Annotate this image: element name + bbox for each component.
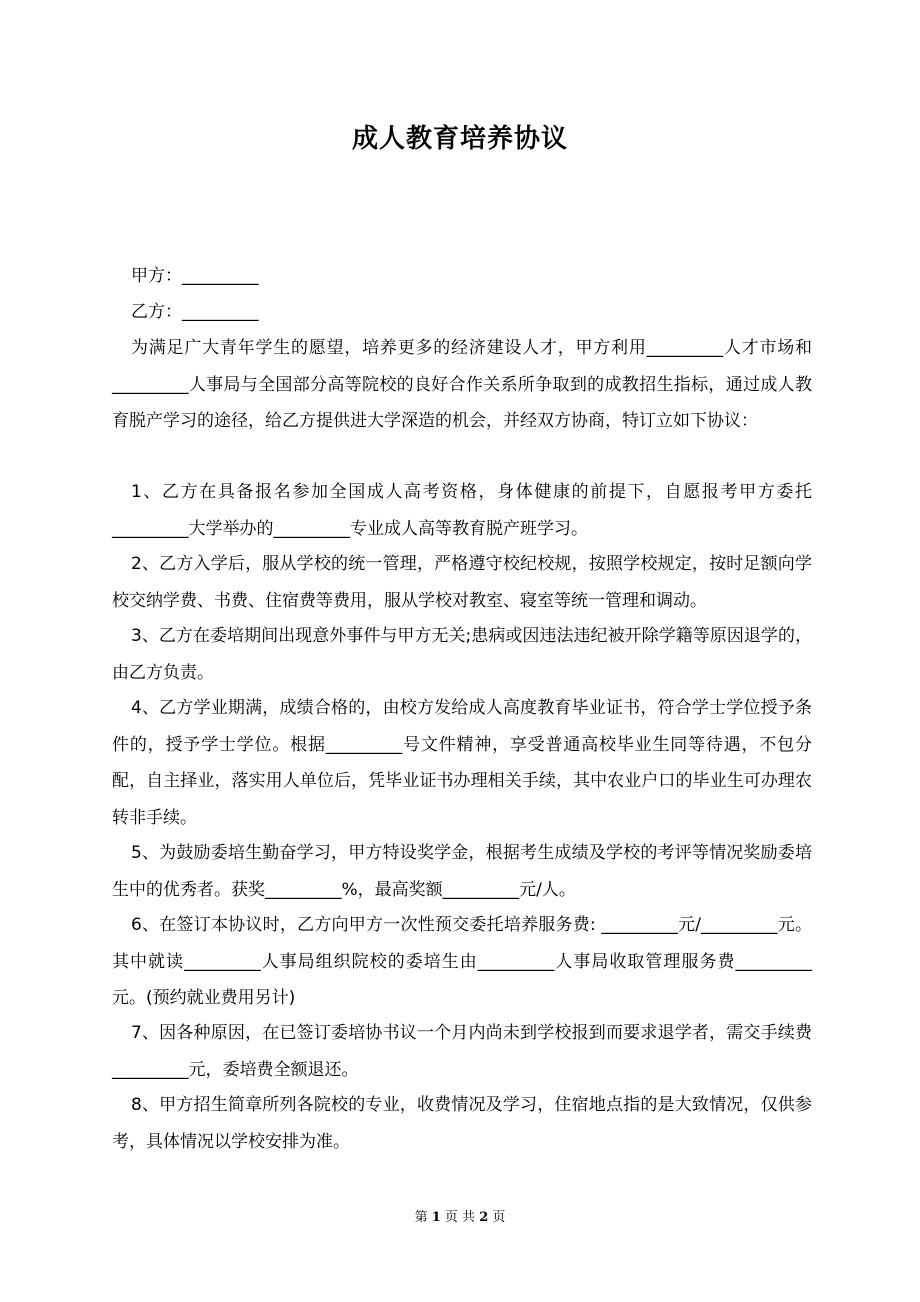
footer-page-number: 1 — [431, 1210, 441, 1225]
party-b-line: 乙方：_________ — [131, 302, 259, 322]
footer-middle: 页 共 — [444, 1210, 476, 1225]
footer-prefix: 第 — [414, 1210, 428, 1225]
document-title: 成人教育培养协议 — [351, 124, 568, 154]
party-a-line: 甲方：_________ — [131, 266, 259, 286]
paragraph-clause-4: 4、乙方学业期满，成绩合格的，由校方发给成人高度教育毕业证书，符合学士学位授予条件的，授予学士学位。根据_________号文件精神，享受普通高校毕业生同等待遇，不包分配，自主择业，落实用人单位后，凭毕业证书办理相关手续，其中农业户口的毕业生可办理农转非手续。 — [112, 698, 812, 828]
footer-suffix: 页 — [492, 1210, 506, 1225]
paragraph-intro: 为满足广大青年学生的愿望，培养更多的经济建设人才，甲方利用_________人才市场和_________人事局与全国部分高等院校的良好合作关系所争取到的成教招生指标，通过成人教育脱产学习的途径，给乙方提供进大学深造的机会，并经双方协商，特订立如下协议： — [112, 338, 812, 431]
page-footer — [0, 1206, 920, 1225]
paragraph-clause-2: 2、乙方入学后，服从学校的统一管理，严格遵守校纪校规，按照学校规定，按时足额向学校交纳学费、书费、住宿费等费用，服从学校对教室、寝室等统一管理和调动。 — [112, 554, 812, 611]
paragraph-clause-5: 5、为鼓励委培生勤奋学习，甲方特设奖学金，根据考生成绩及学校的考评等情况奖励委培生中的优秀者。获奖_________%，最高奖额_________元/人。 — [112, 843, 812, 900]
paragraph-clause-3: 3、乙方在委培期间出现意外事件与甲方无关;患病或因违法违纪被开除学籍等原因退学的，由乙方负责。 — [112, 626, 812, 683]
paragraph-clause-7: 7、因各种原因，在已签订委培协书议一个月内尚未到学校报到而要求退学者，需交手续费_________元，委培费全额退还。 — [112, 1023, 812, 1080]
paragraph-clause-1: 1、乙方在具备报名参加全国成人高考资格，身体健康的前提下，自愿报考甲方委托_________大学举办的_________专业成人高等教育脱产班学习。 — [112, 482, 812, 539]
paragraph-clause-6: 6、在签订本协议时，乙方向甲方一次性预交委托培养服务费: _________元/_________元。其中就读_________人事局组织院校的委培生由_________人事局收取管理服务费_________元。(预约就业费用另计) — [112, 915, 812, 1008]
footer-total-pages: 2 — [479, 1210, 489, 1225]
paragraph-clause-8: 8、甲方招生简章所列各院校的专业，收费情况及学习，住宿地点指的是大致情况，仅供参考，具体情况以学校安排为准。 — [112, 1095, 812, 1152]
